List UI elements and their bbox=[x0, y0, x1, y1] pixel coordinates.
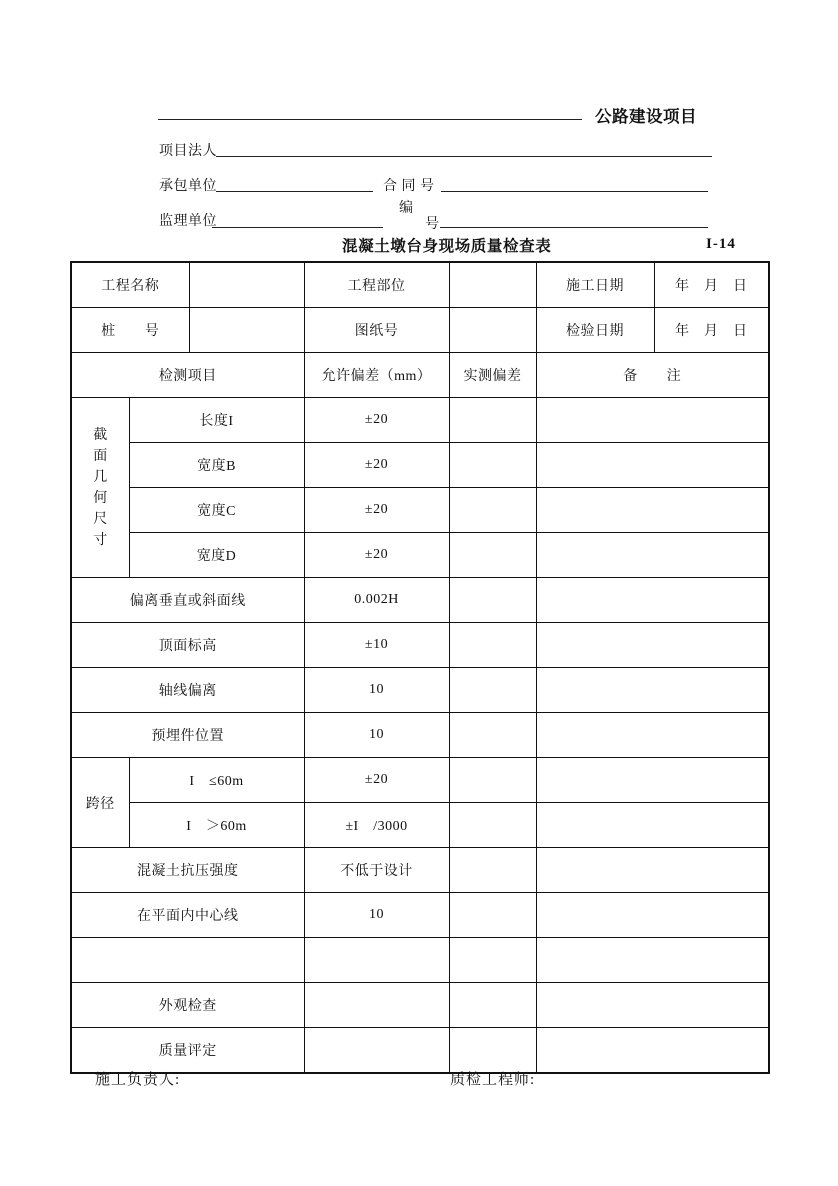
item-name-cell: 在平面内中心线 bbox=[71, 893, 304, 938]
tolerance-cell: 10 bbox=[304, 668, 449, 713]
table-row bbox=[71, 758, 769, 803]
tolerance-cell: ±20 bbox=[304, 533, 449, 578]
table-row bbox=[71, 938, 769, 983]
legal-person-label: 项目法人 bbox=[159, 144, 217, 159]
table-row bbox=[71, 983, 769, 1028]
group-label-cell-section bbox=[71, 398, 129, 578]
remark-cell bbox=[536, 1028, 769, 1074]
tolerance-cell bbox=[304, 1028, 449, 1074]
item-name-cell: I ≤60m bbox=[129, 758, 304, 803]
remark-cell bbox=[536, 938, 769, 983]
remark-cell bbox=[536, 578, 769, 623]
table-row bbox=[71, 533, 769, 578]
project-part-label-cell: 工程部位 bbox=[304, 262, 449, 308]
measured-value-cell bbox=[449, 848, 536, 893]
inspection-date-label-cell: 检验日期 bbox=[536, 308, 654, 353]
legal-person-blank-line bbox=[216, 156, 712, 157]
measured-value-cell bbox=[449, 803, 536, 848]
project-name-value-cell bbox=[189, 262, 304, 308]
item-name-cell: I ＞60m bbox=[129, 803, 304, 848]
stake-no-label-cell: 桩 号 bbox=[71, 308, 189, 353]
measured-value-cell bbox=[449, 488, 536, 533]
tolerance-cell: 0.002H bbox=[304, 578, 449, 623]
contractor-blank-line bbox=[216, 191, 373, 192]
tolerance-cell bbox=[304, 983, 449, 1028]
measured-value-cell bbox=[449, 533, 536, 578]
qc-engineer-signature-label: 质检工程师: bbox=[450, 1072, 536, 1088]
table-row bbox=[71, 488, 769, 533]
item-name-cell bbox=[71, 938, 304, 983]
measured-value-cell bbox=[449, 668, 536, 713]
construction-date-label-cell: 施工日期 bbox=[536, 262, 654, 308]
item-name-cell: 长度I bbox=[129, 398, 304, 443]
remark-cell bbox=[536, 803, 769, 848]
project-suffix-label: 公路建设项目 bbox=[595, 107, 697, 126]
measured-value-cell bbox=[449, 1028, 536, 1074]
group-label-cell-span: 跨径 bbox=[71, 758, 129, 848]
tolerance-cell: ±10 bbox=[304, 623, 449, 668]
tolerance-cell: ±20 bbox=[304, 758, 449, 803]
table-row bbox=[71, 578, 769, 623]
remark-cell bbox=[536, 668, 769, 713]
contract-no-label: 合 同 号 bbox=[383, 179, 435, 194]
vertical-group-label: 截面几何尺寸 bbox=[93, 427, 108, 548]
table-row bbox=[71, 893, 769, 938]
table-row bbox=[71, 848, 769, 893]
item-name-cell: 宽度B bbox=[129, 443, 304, 488]
tolerance-cell: 10 bbox=[304, 713, 449, 758]
table-row bbox=[71, 713, 769, 758]
project-name-label-cell: 工程名称 bbox=[71, 262, 189, 308]
measured-value-cell bbox=[449, 578, 536, 623]
item-name-cell: 宽度D bbox=[129, 533, 304, 578]
item-name-cell: 质量评定 bbox=[71, 1028, 304, 1074]
measured-value-cell bbox=[449, 398, 536, 443]
remark-cell bbox=[536, 533, 769, 578]
construction-date-value-cell: 年 月 日 bbox=[654, 262, 769, 308]
column-header-measured: 实测偏差 bbox=[449, 353, 536, 398]
measured-value-cell bbox=[449, 713, 536, 758]
item-name-cell: 外观检查 bbox=[71, 983, 304, 1028]
remark-cell bbox=[536, 983, 769, 1028]
serial-no-blank-line bbox=[440, 227, 708, 228]
drawing-no-label-cell: 图纸号 bbox=[304, 308, 449, 353]
measured-value-cell bbox=[449, 758, 536, 803]
column-header-remark: 备 注 bbox=[536, 353, 769, 398]
contractor-label: 承包单位 bbox=[159, 179, 217, 194]
project-suffix-blank-line bbox=[158, 119, 582, 120]
item-name-cell: 顶面标高 bbox=[71, 623, 304, 668]
remark-cell bbox=[536, 893, 769, 938]
tolerance-cell: 不低于设计 bbox=[304, 848, 449, 893]
table-row bbox=[71, 308, 769, 353]
item-name-cell: 偏离垂直或斜面线 bbox=[71, 578, 304, 623]
serial-no-label-bottom: 号 bbox=[425, 217, 440, 232]
remark-cell bbox=[536, 398, 769, 443]
column-header-tolerance: 允许偏差（mm） bbox=[304, 353, 449, 398]
constructor-signature-label: 施工负责人: bbox=[95, 1072, 181, 1088]
measured-value-cell bbox=[449, 623, 536, 668]
table-row bbox=[71, 803, 769, 848]
stake-no-value-cell bbox=[189, 308, 304, 353]
item-name-cell: 轴线偏离 bbox=[71, 668, 304, 713]
remark-cell bbox=[536, 713, 769, 758]
tolerance-cell bbox=[304, 938, 449, 983]
measured-value-cell bbox=[449, 938, 536, 983]
table-row bbox=[71, 668, 769, 713]
contract-no-blank-line bbox=[441, 191, 708, 192]
table-row bbox=[71, 1028, 769, 1074]
item-name-cell: 宽度C bbox=[129, 488, 304, 533]
project-part-value-cell bbox=[449, 262, 536, 308]
remark-cell bbox=[536, 758, 769, 803]
measured-value-cell bbox=[449, 443, 536, 488]
remark-cell bbox=[536, 848, 769, 893]
item-name-cell: 预埋件位置 bbox=[71, 713, 304, 758]
remark-cell bbox=[536, 488, 769, 533]
measured-value-cell bbox=[449, 893, 536, 938]
serial-no-label-top: 编 bbox=[399, 201, 414, 216]
supervisor-label: 监理单位 bbox=[159, 214, 217, 229]
table-header-row bbox=[71, 353, 769, 398]
inspection-date-value-cell: 年 月 日 bbox=[654, 308, 769, 353]
item-name-cell: 混凝土抗压强度 bbox=[71, 848, 304, 893]
table-row bbox=[71, 443, 769, 488]
inspection-table bbox=[70, 261, 770, 1074]
table-row bbox=[71, 623, 769, 668]
form-code: I-14 bbox=[706, 236, 736, 252]
tolerance-cell: 10 bbox=[304, 893, 449, 938]
supervisor-blank-line bbox=[212, 227, 383, 228]
tolerance-cell: ±I /3000 bbox=[304, 803, 449, 848]
tolerance-cell: ±20 bbox=[304, 443, 449, 488]
drawing-no-value-cell bbox=[449, 308, 536, 353]
tolerance-cell: ±20 bbox=[304, 488, 449, 533]
remark-cell bbox=[536, 443, 769, 488]
remark-cell bbox=[536, 623, 769, 668]
page-title: 混凝土墩台身现场质量检查表 bbox=[342, 238, 552, 255]
table-row bbox=[71, 262, 769, 308]
measured-value-cell bbox=[449, 983, 536, 1028]
table-row bbox=[71, 398, 769, 443]
tolerance-cell: ±20 bbox=[304, 398, 449, 443]
column-header-item: 检测项目 bbox=[71, 353, 304, 398]
